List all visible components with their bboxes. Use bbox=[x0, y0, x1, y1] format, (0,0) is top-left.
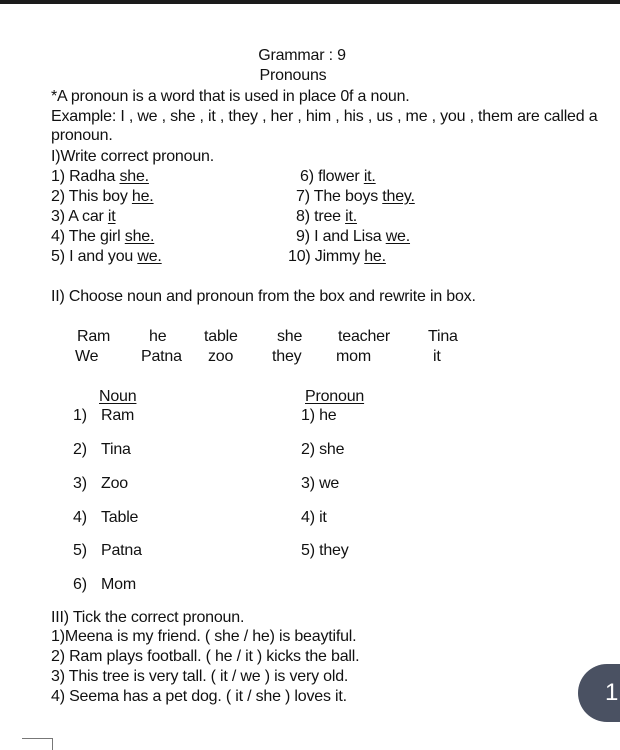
noun-word: Zoo bbox=[101, 475, 128, 492]
section-3-heading: III) Tick the correct pronoun. bbox=[51, 609, 245, 626]
example-line-2: pronoun. bbox=[51, 127, 113, 144]
noun-column-heading: Noun bbox=[99, 388, 137, 405]
word-box-item: it bbox=[433, 348, 441, 365]
word-box-item: they bbox=[272, 348, 302, 365]
tick-item: 1)Meena is my friend. ( she / he) is beaytiful. bbox=[51, 628, 357, 645]
item-answer: we. bbox=[137, 248, 162, 265]
item-prefix: 10) Jimmy bbox=[288, 248, 365, 265]
pronoun-answer: 1) he bbox=[301, 407, 337, 424]
noun-number: 3) bbox=[73, 475, 87, 492]
word-box-item: she bbox=[277, 328, 303, 345]
exercise-item bbox=[296, 187, 415, 207]
word-box-item: he bbox=[149, 328, 167, 345]
item-answer: it bbox=[107, 208, 116, 225]
exercise-item bbox=[51, 227, 154, 247]
tick-item: 2) Ram plays football. ( he / it ) kicks the ball. bbox=[51, 648, 360, 665]
exercise-item bbox=[51, 207, 116, 227]
item-answer: we. bbox=[385, 228, 411, 245]
exercise-item bbox=[296, 227, 410, 247]
word-box-item: We bbox=[75, 348, 99, 365]
exercise-item bbox=[300, 167, 376, 187]
top-border bbox=[0, 0, 620, 4]
word-box-item: Ram bbox=[77, 328, 111, 345]
exercise-item bbox=[296, 207, 357, 227]
item-answer: it. bbox=[363, 168, 376, 185]
word-box-item: Tina bbox=[428, 328, 458, 345]
noun-number: 1) bbox=[73, 407, 87, 424]
example-line-1: Example: I , we , she , it , they , her , him , his , us , me , you , them are called a bbox=[51, 108, 598, 125]
item-answer: it. bbox=[345, 208, 357, 225]
item-prefix: 6) flower bbox=[300, 168, 364, 185]
pronoun-answer: 4) it bbox=[301, 509, 327, 526]
item-prefix: 5) I and you bbox=[51, 248, 138, 265]
tick-item: 3) This tree is very tall. ( it / we ) is very old. bbox=[51, 668, 349, 685]
pronoun-answer: 2) she bbox=[301, 441, 345, 458]
item-prefix: 2) This boy bbox=[51, 188, 132, 205]
word-box-item: table bbox=[204, 328, 238, 345]
noun-word: Ram bbox=[101, 407, 135, 424]
noun-word: Patna bbox=[101, 542, 142, 559]
page-corner-mark bbox=[22, 738, 53, 750]
item-answer: she. bbox=[119, 168, 149, 185]
noun-number: 5) bbox=[73, 542, 87, 559]
pronoun-answer: 5) they bbox=[301, 542, 349, 559]
page-title: Grammar : 9 bbox=[258, 47, 346, 64]
exercise-item bbox=[288, 247, 386, 267]
exercise-item bbox=[51, 167, 149, 187]
noun-number: 2) bbox=[73, 441, 87, 458]
page-subtitle: Pronouns bbox=[259, 67, 327, 84]
noun-word: Tina bbox=[101, 441, 131, 458]
item-answer: she. bbox=[124, 228, 155, 245]
item-answer: he. bbox=[131, 188, 154, 205]
noun-number: 4) bbox=[73, 509, 87, 526]
item-prefix: 1) Radha bbox=[51, 168, 120, 185]
noun-word: Mom bbox=[101, 576, 136, 593]
noun-word: Table bbox=[101, 509, 139, 526]
pronoun-column-heading: Pronoun bbox=[305, 388, 365, 405]
word-box-item: zoo bbox=[208, 348, 234, 365]
section-1-heading: I)Write correct pronoun. bbox=[51, 148, 214, 165]
word-box-item: mom bbox=[336, 348, 371, 365]
item-answer: he. bbox=[364, 248, 386, 265]
item-answer: they. bbox=[382, 188, 415, 205]
exercise-item bbox=[51, 247, 162, 267]
item-prefix: 8) tree bbox=[296, 208, 346, 225]
exercise-item bbox=[51, 187, 154, 207]
item-prefix: 4) The girl bbox=[51, 228, 125, 245]
definition-text: *A pronoun is a word that is used in place 0f a noun. bbox=[51, 88, 410, 105]
word-box-item: Patna bbox=[141, 348, 182, 365]
pronoun-answer: 3) we bbox=[301, 475, 340, 492]
page-number-badge[interactable]: 1 bbox=[578, 664, 620, 722]
item-prefix: 9) I and Lisa bbox=[296, 228, 386, 245]
item-prefix: 7) The boys bbox=[296, 188, 383, 205]
item-prefix: 3) A car bbox=[51, 208, 108, 225]
section-2-heading: II) Choose noun and pronoun from the box and rewrite in box. bbox=[51, 288, 476, 305]
word-box-item: teacher bbox=[338, 328, 390, 345]
tick-item: 4) Seema has a pet dog. ( it / she ) loves it. bbox=[51, 688, 347, 705]
noun-number: 6) bbox=[73, 576, 87, 593]
